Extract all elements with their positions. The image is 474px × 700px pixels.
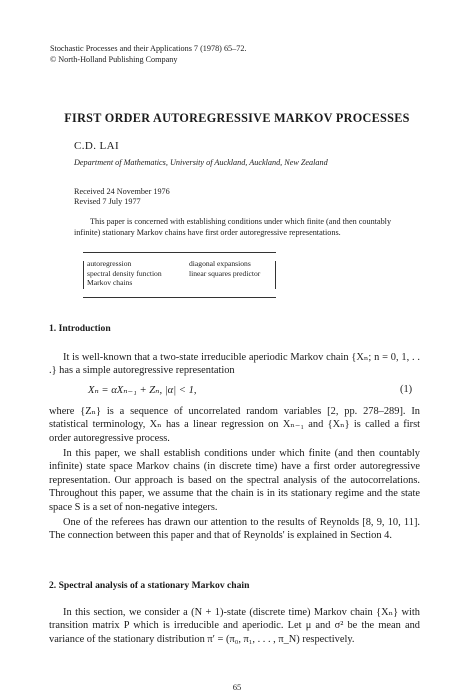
journal-header [50,43,246,65]
keywords-box-right-border [275,261,276,289]
paragraph: It is well-known that a two-state irreducible aperiodic Markov chain {Xₙ; n = 0, 1, . . .} has a simple autoregressive representation [49,352,420,377]
keywords-box [83,252,276,298]
keyword: autoregression [87,259,132,268]
received-date: Received 24 November 1976 [74,187,170,196]
keyword: Markov chains [87,278,133,287]
paragraph: where {Zₙ} is a sequence of uncorrelated random variables [2, pp. 278–289]. In statistical terminology, Xₙ has a linear regression on Xₙ₋₁ and {Xₙ} is called a first order autoregressive process. [49,406,420,444]
abstract: This paper is concerned with establishing conditions under which finite (and then countably infinite) stationary Markov chains have first order autoregressive representations. [74,217,392,237]
author-affiliation: Department of Mathematics, University of Auckland, Auckland, New Zealand [74,158,328,167]
equation: Xₙ = αXₙ₋₁ + Zₙ, |α| < 1, [88,385,197,396]
keywords-box-left-border [83,261,84,289]
page-number: 65 [232,682,242,692]
paragraph: One of the referees has drawn our attention to the results of Reynolds [8, 9, 10, 11]. The connection between this paper and that of Reynolds' is explained in Section 4. [49,517,420,542]
section-heading: 2. Spectral analysis of a stationary Markov chain [49,580,250,591]
keyword: diagonal expansions [189,259,251,268]
equation-number: (1) [400,384,413,395]
keyword: linear squares predictor [189,268,261,278]
section-heading: 1. Introduction [49,323,111,334]
revised-date: Revised 7 July 1977 [74,197,141,206]
author-name: C.D. LAI [74,140,120,152]
dates-block [74,187,170,207]
paragraph: In this section, we consider a (N + 1)-state (discrete time) Markov chain {Xₙ} with transition matrix P which is irreducible and aperiodic. Let μ and σ² be the mean and variance of the stationary distribution π′ = (π₀, π₁, . . . , π_N) respectively. [49,607,420,645]
journal-citation: Stochastic Processes and their Applications 7 (1978) 65–72. [50,44,247,53]
paragraph: In this paper, we shall establish conditions under which finite (and then countably infinite) state space Markov chains (in discrete time) have a first order autoregressive representation. Our approach is based on the spectral analysis of the autocorrelations. Throughout this paper, we assume that the chain is in its stationary regime and the state space S is a set of non-negative integers. [49,448,420,513]
publisher-line: © North-Holland Publishing Company [50,55,178,64]
paper-title: FIRST ORDER AUTOREGRESSIVE MARKOV PROCESSES [64,111,410,125]
keyword: spectral density function [87,268,162,278]
